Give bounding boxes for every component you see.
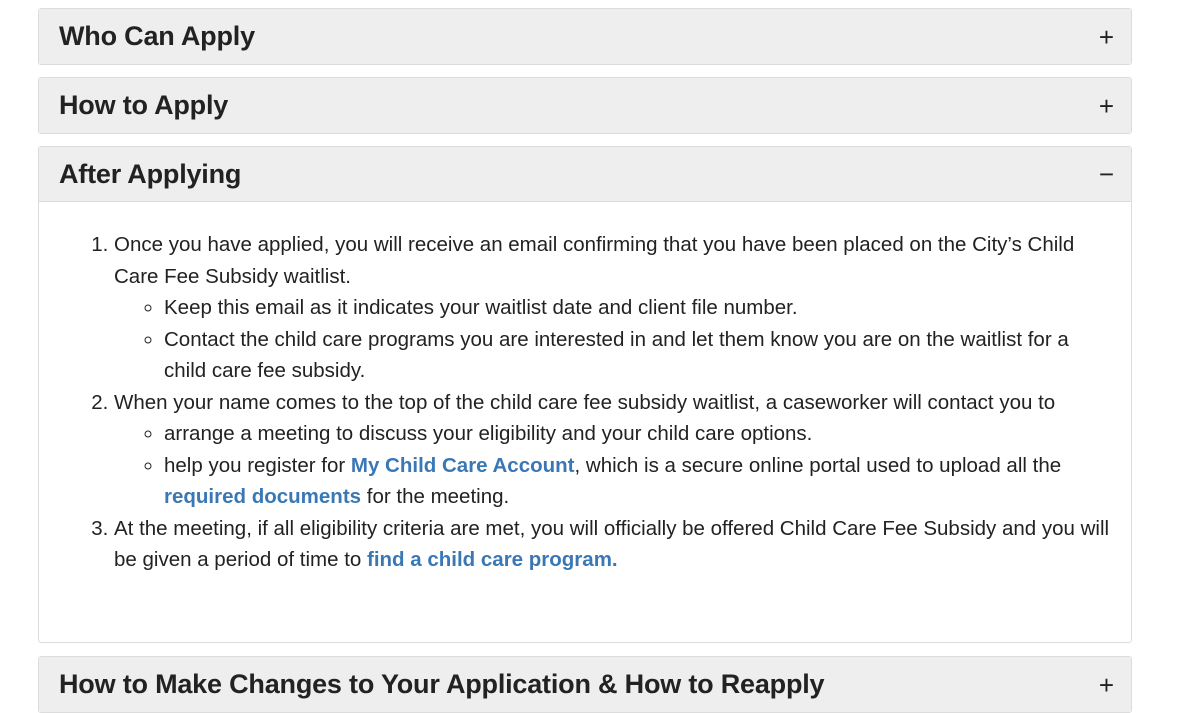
step-item [114, 229, 1111, 387]
step-text: When your name comes to the top of the child care fee subsidy waitlist, a caseworker will contact you to [114, 390, 1056, 414]
sub-item [164, 450, 1111, 513]
step-item [114, 387, 1111, 513]
step-item [114, 513, 1111, 576]
expand-icon[interactable]: + [1098, 669, 1114, 700]
step-text: Once you have applied, you will receive an email confirming that you have been placed on the City’s Child Care Fee Subsidy waitlist. [114, 233, 1075, 288]
accordion-title: How to Apply [59, 90, 229, 120]
sub-list [114, 292, 1111, 387]
sub-text: , which is a secure online portal used to upload all the [574, 453, 1062, 477]
sub-item: ◦ Contact the child care programs you are interested in and let them know you are on the waitlist for a child care fee subsidy. [164, 324, 1111, 387]
accordion-after-applying [38, 146, 1132, 643]
accordion-header-make-changes[interactable] [39, 657, 1131, 712]
required-documents-link[interactable]: required documents [164, 485, 362, 508]
sub-text: for the meeting. [361, 485, 510, 508]
accordion-body-after-applying [39, 202, 1131, 642]
my-child-care-account-link[interactable]: My Child Care Account [350, 453, 575, 477]
collapse-icon[interactable]: − [1098, 159, 1114, 189]
accordion-title: Who Can Apply [59, 21, 255, 51]
accordion-title: How to Make Changes to Your Application & How to Reapply [59, 669, 825, 699]
accordion-header-how-to-apply[interactable] [39, 78, 1131, 133]
step-text: At the meeting, if all eligibility criteria are met, you will officially be offered Child Care Fee Subsidy and you will be given a period of time to [114, 516, 1110, 571]
find-child-care-program-link[interactable]: find a child care program. [367, 548, 618, 571]
accordion-how-to-apply [38, 77, 1132, 134]
accordion-who-can-apply [38, 8, 1132, 65]
sub-text: help you register for [164, 453, 351, 477]
accordion-header-who-can-apply[interactable] [39, 9, 1131, 64]
steps-list [59, 229, 1111, 576]
accordion-make-changes [38, 656, 1132, 713]
sub-list [114, 418, 1111, 513]
expand-icon[interactable]: + [1098, 90, 1114, 121]
expand-icon[interactable]: + [1098, 21, 1114, 52]
accordion-title: After Applying [59, 158, 242, 189]
sub-item: ◦ arrange a meeting to discuss your eligibility and your child care options. [164, 418, 1111, 450]
accordion-header-after-applying[interactable] [39, 147, 1131, 202]
sub-item: ◦ Keep this email as it indicates your waitlist date and client file number. [164, 292, 1111, 324]
